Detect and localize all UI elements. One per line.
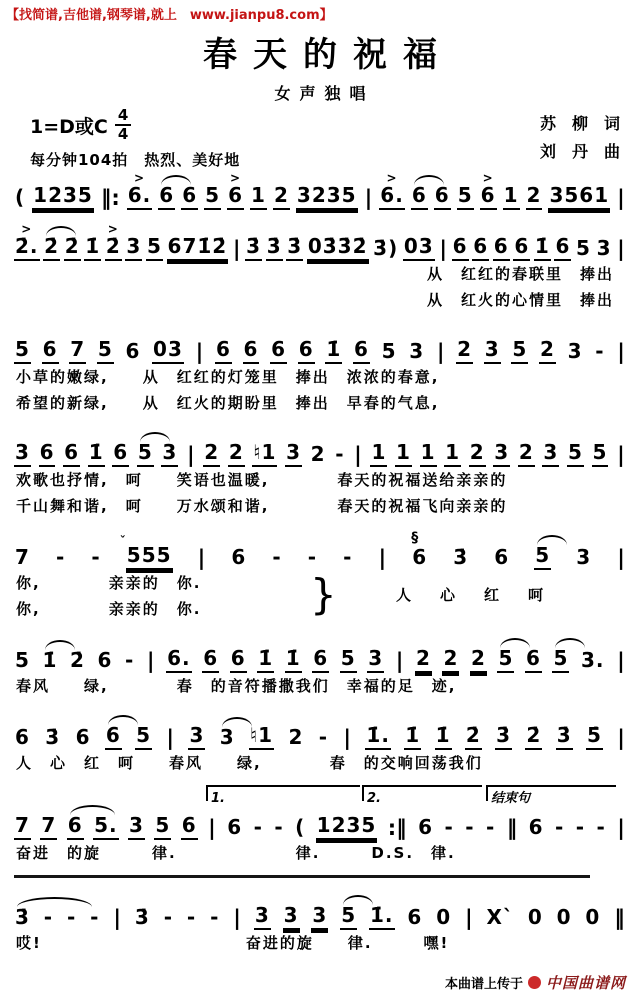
note: 1235 — [32, 185, 94, 210]
note: 3̇ — [266, 236, 283, 261]
barline: | — [113, 905, 122, 930]
barline: | — [208, 815, 216, 840]
note: 3̇ — [286, 236, 303, 261]
note: 5 — [457, 185, 474, 210]
note: 7 — [69, 339, 86, 364]
volta-label: 1. — [208, 792, 225, 806]
accent-mark: > — [230, 171, 242, 185]
music-system — [10, 708, 630, 776]
note: - — [125, 648, 135, 672]
slur-arc — [222, 717, 252, 727]
note: 3 — [596, 236, 612, 260]
barline: ‖ — [506, 815, 518, 840]
note: 1 — [370, 442, 387, 467]
note: 3̇ — [495, 725, 512, 750]
note: 3 — [542, 442, 559, 467]
note: 6 — [112, 442, 129, 467]
slur-arc — [17, 897, 92, 907]
note: 5 — [340, 648, 357, 673]
barline: | — [343, 725, 352, 750]
note: 0 — [527, 905, 543, 929]
note: 3̇ — [134, 905, 150, 929]
note: 1 — [420, 442, 437, 467]
footer — [445, 972, 626, 993]
lyrics-line: 人 心 红 呵 — [395, 586, 550, 604]
note: 5 — [154, 815, 171, 840]
note: - — [66, 905, 77, 929]
note: 0 — [436, 905, 452, 929]
note: 2̇ — [525, 725, 542, 750]
note: 6 — [67, 815, 84, 840]
note: 3 — [567, 339, 583, 363]
notation-row — [10, 631, 630, 673]
note: 6 — [75, 725, 91, 749]
music-system — [10, 631, 630, 699]
barline: | — [232, 236, 241, 261]
barline: | — [436, 339, 445, 364]
note: 6 — [418, 815, 434, 839]
note: 5 — [204, 185, 221, 210]
notation-row — [10, 798, 630, 840]
barline: | — [439, 236, 448, 261]
note: 3 — [367, 648, 384, 673]
volta-label: 2. — [364, 792, 381, 806]
note: 5 — [97, 339, 114, 364]
note: 6 — [270, 339, 287, 364]
segno-icon: § — [411, 530, 420, 546]
note: 6 — [39, 442, 56, 467]
note: 6 — [525, 648, 542, 673]
note: - — [253, 815, 263, 839]
notation-score — [0, 168, 640, 956]
note: - — [210, 905, 220, 929]
barline: | — [464, 905, 473, 930]
note: 2 — [203, 442, 220, 467]
note: 3 — [493, 442, 510, 467]
notation-row — [10, 425, 630, 467]
note: - — [307, 545, 318, 569]
note: 2̇ > — [105, 236, 122, 261]
note: 6 § — [411, 530, 428, 569]
note: 5 — [576, 236, 591, 260]
note: 3 — [285, 442, 302, 467]
tonality: 1=D或C — [30, 115, 108, 138]
note: 5 — [135, 725, 152, 750]
music-system — [10, 425, 630, 519]
barline: | — [364, 185, 373, 210]
note: 1̇ — [285, 648, 302, 673]
breath-mark: ˇ — [119, 534, 127, 548]
notation-row — [10, 168, 630, 210]
song-title: 春天的祝福 — [203, 35, 453, 75]
note: 3 — [576, 545, 592, 569]
lyrics-line: 哎! 奋进的旋 律. 嘿! — [16, 934, 450, 952]
note: 2 — [415, 648, 432, 673]
note: 3 — [283, 905, 300, 930]
song-subtitle: 女声独唱 — [274, 84, 375, 103]
note: 5 — [381, 339, 397, 363]
note: - — [575, 815, 586, 839]
accent-mark: > — [482, 171, 494, 185]
note: 5 — [567, 442, 584, 467]
note: 6 — [181, 185, 198, 210]
barline: | — [186, 442, 195, 467]
note: 6 — [472, 236, 489, 261]
note: - — [274, 815, 284, 839]
note: 3̇) — [373, 236, 399, 260]
site-banner: 【找简谱,吉他谱,钢琴谱,就上 www.jianpu8.com】 — [6, 8, 333, 23]
note: 555 ˇ — [126, 545, 173, 570]
note: 3561 — [548, 185, 610, 210]
note: 5 — [15, 648, 30, 672]
note: 5 — [340, 905, 357, 930]
note: 6 > — [227, 185, 244, 210]
note: 2 — [469, 442, 486, 467]
lyrics-line: 你, 亲亲的 你. — [16, 600, 202, 618]
scan-artifact-line — [14, 875, 590, 878]
note: - — [465, 815, 475, 839]
slur-arc — [343, 895, 373, 905]
note: 5 — [552, 648, 569, 673]
uploaded-by-text: 本曲谱上传于 — [444, 977, 523, 992]
note: 3 — [484, 339, 501, 364]
note: 6 — [227, 815, 243, 839]
note: 3̇ — [14, 907, 31, 930]
music-system — [10, 322, 630, 416]
note: 03 — [152, 339, 184, 364]
note: 6. > — [127, 185, 153, 210]
barline: | — [197, 545, 206, 570]
barline: | — [146, 648, 155, 673]
music-system — [10, 785, 630, 866]
note: 6 — [407, 905, 423, 929]
barline: | — [617, 236, 625, 261]
note: 6 — [125, 339, 141, 363]
note: 1̇ — [325, 339, 342, 364]
note: 1̇. — [369, 905, 395, 930]
accent-mark: > — [133, 171, 146, 185]
note: 2̇ — [43, 236, 60, 261]
time-signature — [115, 108, 131, 142]
notation-row — [10, 322, 630, 364]
score-meta — [30, 108, 620, 168]
note: 3 — [128, 815, 145, 840]
note: 1̇. — [365, 725, 391, 750]
note: 6 — [181, 815, 198, 840]
note: 5 — [146, 236, 163, 261]
note: 6 — [411, 185, 428, 210]
note: 3 — [161, 442, 178, 467]
lyrics-line: 奋进 的旋 律. 律. D.S. 律. — [16, 844, 456, 862]
music-system — [10, 219, 630, 313]
note: 1̇ — [88, 442, 105, 467]
note: 2 — [456, 339, 473, 364]
lyrics-line: 千山舞和谐, 呵 万水颂和谐, 春天的祝福飞向亲亲的 — [16, 497, 508, 515]
note: 6 — [353, 339, 370, 364]
note: 2̇ — [64, 236, 81, 261]
note: 6 — [230, 648, 247, 673]
note: 1 — [250, 185, 267, 210]
lyrics-line: 欢歌也抒情, 呵 笑语也温暖, 春天的祝福送给亲亲的 — [16, 471, 508, 489]
credits — [540, 110, 620, 166]
note: - — [343, 545, 353, 569]
note: ( — [15, 185, 26, 209]
note: 2̇ — [465, 725, 482, 750]
note: ♮1 — [252, 442, 277, 467]
barline: | — [395, 648, 404, 673]
note: 3̇ — [453, 545, 469, 569]
note: - — [186, 905, 197, 929]
note: 3 — [254, 905, 271, 930]
note: 3 — [14, 442, 31, 467]
note: 6 — [231, 545, 247, 569]
note: 6 — [434, 185, 451, 210]
note: 03 — [403, 236, 435, 261]
note: 2̇ — [70, 648, 85, 672]
volta-bracket — [206, 785, 360, 806]
note: 1̇ — [534, 236, 551, 261]
barline: | — [617, 339, 625, 364]
time-signature-top: 4 — [115, 108, 131, 126]
lyrics-line: 春风 绿, 春 的音符播撒我们 幸福的足 迹, — [16, 677, 457, 695]
note: 6 — [243, 339, 260, 364]
note: - — [163, 905, 174, 929]
note: 5 — [534, 545, 551, 570]
note: - — [91, 545, 101, 569]
note: 3̇ — [556, 725, 573, 750]
site-name: 中国曲谱网 — [545, 974, 626, 992]
barline: | — [617, 545, 625, 570]
note: 2 — [273, 185, 290, 210]
barline: | — [378, 545, 387, 570]
note: - — [595, 339, 605, 363]
lyrics-brace: } — [310, 570, 337, 619]
note: 6 — [105, 725, 122, 750]
notation-row — [10, 888, 630, 930]
note: 6 — [513, 236, 530, 261]
lyrics-line: 从 红红的春联里 捧出 — [426, 265, 614, 283]
note: 0 — [556, 905, 572, 929]
note: ( — [295, 815, 306, 839]
slur-arc — [555, 638, 585, 648]
note: 1̇ — [257, 648, 274, 673]
key-signature — [30, 108, 620, 142]
lyrics-line: 人 心 红 呵 春风 绿, 春 的交响回荡我们 — [16, 754, 483, 772]
barline: | — [617, 442, 625, 467]
note: - — [444, 815, 454, 839]
barline: ‖ — [614, 905, 625, 930]
lyrics-line: 希望的新绿, 从 红火的期盼里 捧出 早春的气息, — [16, 394, 440, 412]
music-system — [10, 888, 630, 956]
note: - — [90, 905, 100, 929]
note: 7 — [15, 545, 30, 569]
note: 5 — [137, 442, 154, 467]
notation-row — [10, 219, 630, 261]
music-system — [10, 168, 630, 210]
note: 1̇ — [42, 650, 59, 673]
note: 3. — [580, 648, 605, 672]
note: 2 — [442, 648, 459, 673]
note: 6 — [493, 236, 510, 261]
note: 6 — [528, 815, 544, 839]
note: 1̇ — [404, 725, 421, 750]
note: 5 — [511, 339, 528, 364]
note: 6 — [158, 185, 175, 210]
note: 6. — [166, 648, 192, 673]
note: - — [555, 815, 565, 839]
note: 3 — [409, 339, 425, 363]
note: 5̇ — [586, 725, 603, 750]
note: 5 — [497, 648, 514, 673]
accent-mark: > — [107, 222, 119, 236]
note: 6 — [42, 339, 59, 364]
lyrics-line: 小草的嫩绿, 从 红红的灯笼里 捧出 浓浓的春意, — [16, 368, 440, 386]
note: 3 — [311, 905, 328, 930]
accent-mark: > — [21, 222, 33, 236]
note: - — [318, 725, 329, 749]
note: 1 — [503, 185, 520, 210]
barline: :‖ — [387, 815, 407, 840]
note: 1 — [395, 442, 412, 467]
note: 03̇3̇2̇ — [307, 236, 369, 261]
note: 2̇. > — [14, 236, 40, 261]
note: 2 — [526, 185, 543, 210]
note: 7 — [40, 815, 57, 840]
note: 6 — [97, 648, 113, 672]
notation-row — [10, 708, 630, 750]
note: 3235 — [296, 185, 358, 210]
lyrics-line: 从 红火的心情里 捧出 — [426, 291, 614, 309]
lyricist: 苏 柳 词 — [539, 114, 620, 133]
note: ♮1 — [249, 725, 274, 750]
note: 1̇ — [84, 236, 101, 261]
note: 671̇2̇ — [167, 236, 229, 261]
note: X` — [486, 905, 514, 929]
volta-bracket — [362, 785, 482, 806]
barline: | — [233, 905, 241, 930]
note: 6 — [494, 545, 510, 569]
lyrics-line: 你, 亲亲的 你. — [16, 574, 202, 592]
note: 5 — [14, 339, 31, 364]
note: 2 — [228, 442, 245, 467]
notation-row — [10, 528, 630, 570]
barline: | — [617, 648, 625, 673]
barline: | — [354, 442, 362, 467]
slur-arc — [108, 715, 138, 725]
volta-label: 结束句 — [488, 792, 530, 806]
note: 6. > — [379, 185, 405, 210]
barline: ‖: — [100, 185, 120, 210]
note: 1 — [444, 442, 461, 467]
note: 1235 — [316, 815, 378, 840]
note: 1̇ — [435, 725, 452, 750]
note: 6 — [554, 236, 571, 261]
note: 3 — [219, 727, 236, 750]
note: 0 — [585, 905, 601, 929]
slur-arc — [537, 535, 567, 545]
note: 6 > — [480, 185, 497, 210]
tempo-marking: 每分钟104拍 热烈、美好地 — [30, 151, 241, 169]
note: 3̇ — [45, 725, 61, 749]
note: 5. — [93, 815, 119, 840]
note: - — [272, 545, 282, 569]
note: 6 — [215, 339, 232, 364]
note: 2 — [539, 339, 556, 364]
note: 6 — [312, 648, 329, 673]
note: 3 — [125, 236, 142, 261]
note: 3 — [188, 725, 205, 750]
site-logo-icon — [528, 976, 541, 989]
barline: | — [617, 725, 625, 750]
barline: | — [195, 339, 204, 364]
barline: | — [166, 725, 175, 750]
note: 2 — [518, 442, 535, 467]
note: - — [43, 905, 54, 929]
barline: | — [617, 815, 625, 840]
note: 5 — [592, 442, 609, 467]
note: 2 — [310, 442, 326, 466]
note: 7 — [14, 815, 31, 840]
note: 6 — [452, 236, 469, 261]
note: 6 — [298, 339, 315, 364]
note: 2 — [288, 725, 304, 749]
note: 6 — [202, 648, 219, 673]
note: 2 — [470, 648, 487, 673]
volta-bracket — [486, 785, 616, 806]
time-signature-bottom: 4 — [117, 125, 129, 143]
music-system — [10, 528, 630, 622]
note: - — [596, 815, 606, 839]
note: 6 — [63, 442, 80, 467]
note: 6 — [15, 725, 30, 749]
note: 3̇ — [245, 236, 262, 261]
accent-mark: > — [386, 171, 398, 185]
note: - — [56, 545, 66, 569]
composer: 刘 丹 曲 — [539, 142, 620, 161]
barline: | — [617, 185, 625, 210]
note: - — [335, 442, 345, 466]
note: - — [485, 815, 496, 839]
